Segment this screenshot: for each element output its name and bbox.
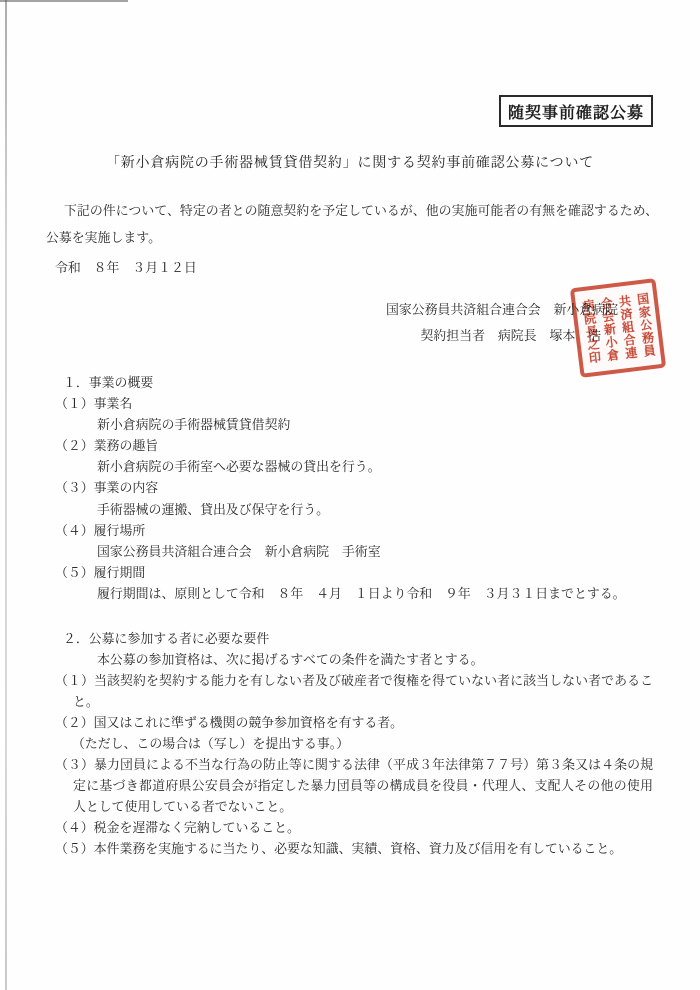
overview-item-body: 履行期間は、原則として令和 ８年 ４月 １日より令和 ９年 ３月３１日までとする。 bbox=[97, 586, 626, 602]
requirement-item: （５）本件業務を実施するに当たり、必要な知識、実績、資格、資力及び信用を有していること。 bbox=[55, 842, 623, 857]
document-title: 「新小倉病院の手術器械賃貸借契約」に関する契約事前確認公募について bbox=[105, 155, 595, 171]
overview-item-body: 手術器械の運搬、貸出及び保守を行う。 bbox=[97, 502, 330, 518]
issue-date: 令和 ８年 ３月１２日 bbox=[55, 261, 197, 276]
overview-item-label: （３）事業の内容 bbox=[55, 481, 159, 497]
seal-text-column: 共済組合連 bbox=[616, 293, 639, 360]
overview-item-label: （２）業務の趣旨 bbox=[55, 439, 159, 455]
intro-paragraph: 下記の件について、特定の者との随意契約を予定しているが、他の実施可能者の有無を確認するため、公募を実施します。 bbox=[46, 204, 658, 246]
section-requirements bbox=[55, 629, 653, 860]
seal-text-column: 国家公務員 bbox=[634, 291, 657, 358]
issuer-organization: 国家公務員共済組合連合会 新小倉病院 bbox=[385, 303, 618, 318]
official-red-seal bbox=[570, 278, 666, 378]
overview-item-body: 新小倉病院の手術室へ必要な器械の貸出を行う。 bbox=[97, 460, 381, 476]
section-overview bbox=[55, 373, 653, 605]
section-overview-heading: １．事業の概要 bbox=[63, 376, 154, 391]
requirement-item: （４）税金を遅滞なく完納していること。 bbox=[55, 821, 300, 836]
requirement-item: （３）暴力団員による不当な行為の防止等に関する法律（平成３年法律第７７号）第３条又は４条の規定に基づき都道府県公安員会が指定した暴力団員等の構成員を役員・代理人、支配人その他の使用人として使用している者でないこと。 bbox=[55, 758, 653, 815]
requirements-lead: 本公募の参加資格は、次に掲げるすべての条件を満たす者とする。 bbox=[97, 653, 484, 668]
requirement-item: （２）国又はこれに準ずる機関の競争参加資格を有する者。 bbox=[55, 716, 404, 731]
scan-edge-top bbox=[0, 0, 128, 2]
requirement-item: （１）当該契約を契約する能力を有しない者及び破産者で復権を得ていない者に該当しない者であること。 bbox=[55, 674, 653, 710]
overview-item-label: （４）履行場所 bbox=[55, 523, 146, 539]
pre-confirmation-stamp-box: 随契事前確認公募 bbox=[499, 95, 653, 127]
contract-officer-name: 契約担当者 病院長 塚本 浩 bbox=[420, 328, 601, 344]
issuer-block bbox=[0, 298, 618, 349]
requirement-note: （ただし、この場合は（写し）を提出する事。） bbox=[72, 737, 350, 752]
scan-edge-left bbox=[5, 0, 7, 990]
seal-text-column: 病院長之印 bbox=[580, 298, 603, 365]
overview-item-label: （５）履行期間 bbox=[55, 565, 146, 581]
overview-item-body: 国家公務員共済組合連合会 新小倉病院 手術室 bbox=[97, 544, 381, 560]
overview-item-body: 新小倉病院の手術器械賃貸借契約 bbox=[97, 418, 291, 434]
seal-text-column: 合会新小倉 bbox=[598, 295, 621, 363]
overview-item-label: （１）事業名 bbox=[55, 397, 133, 413]
section-requirements-heading: ２．公募に参加する者に必要な要件 bbox=[63, 632, 270, 647]
